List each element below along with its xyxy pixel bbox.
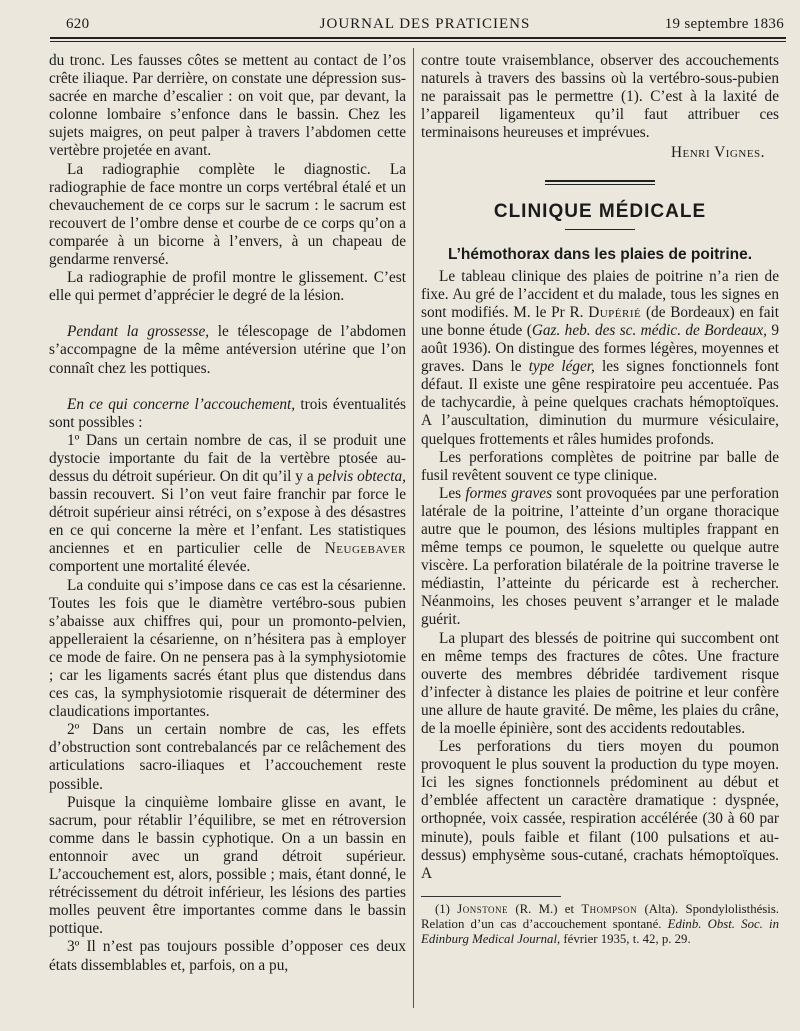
- article-title: L’hémothorax dans les plaies de poitrine.: [447, 245, 753, 263]
- author-signature: Henri Vignes.: [670, 144, 765, 162]
- text: (Alta). Spondylolisthésis. Relation d’un cas d’accouchement spontané.: [421, 901, 779, 931]
- paragraph: [49, 323, 406, 377]
- paragraph: Les perforations complètes de poitrine par balle de fusil revêtent souvent ce type clinique.: [421, 448, 779, 484]
- paragraph: La radiographie de profil montre le glissement. C’est elle qui permet d’apprécier le degré de la lésion.: [49, 269, 406, 305]
- text: les signes fonctionnels font défaut. Il existe une gêne respiratoire peu accentuée. Pas de tachycardie, à peine quelques crachats hémoptoïques. A l’auscultation, diminution du murmure vésiculaire, quelques frottements et râles humides profonds.: [421, 358, 779, 448]
- paragraph: 2º Dans un certain nombre de cas, les effets d’obstruction sont contrebalancés par ce relâchement des articulations sacro-iliaques et l’accouchement reste possible.: [49, 721, 406, 793]
- text: février 1935, t. 42, p. 29.: [560, 931, 691, 946]
- paragraph: contre toute vraisemblance, observer des accouchements naturels à travers des bassins où la vertébro-sous-pubien ne paraissait pas le permettre (1). C’est à la laxité de l’appareil ligamenteux qu’il faut attribuer ces terminaisons heureuses et imprévues.: [421, 52, 779, 142]
- italic-text: type léger,: [528, 358, 595, 376]
- italic-text: pelvis obtecta,: [317, 467, 406, 485]
- text: 9 août 1936). On distingue des formes légères, moyennes et graves. Dans le: [421, 321, 779, 376]
- section-title: CLINIQUE MÉDICALE: [493, 200, 707, 222]
- footnote-rule: [421, 896, 561, 897]
- italic-text: En ce qui concerne l’accouchement,: [67, 395, 296, 413]
- text: (de Bordeaux) en fait une bonne étude (: [421, 303, 779, 339]
- paragraph: 3º Il n’est pas toujours possible d’opposer ces deux états dissemblables et, parfois, on a pu,: [49, 938, 406, 974]
- author-name: Dupérié: [588, 303, 642, 321]
- page-header: [66, 14, 784, 36]
- text: bassin recouvert. Si l’on veut faire franchir par force le détroit supérieur ainsi rétréci, on s’expose à des désastres en ce qui concerne la mère et l’enfant. Les statistiques anciennes et en particulier celle de: [49, 486, 406, 558]
- paragraph: La conduite qui s’impose dans ce cas est la césarienne. Toutes les fois que le diamètre vertébro-sous pubien s’abaisse aux chiffres qui, pour un promonto-pelvien, appelleraient la césarienne, on n’hésitera pas à employer ce mode de faire. On ne pensera pas à la symphysiotomie ; car les ligaments sacrés étant plus que distendus dans ces cas, la symphysiotomie risquerait de déterminer des claudications importantes.: [49, 576, 406, 721]
- footnote: [421, 902, 779, 947]
- text: (R. M.) et: [508, 901, 582, 916]
- paragraph: du tronc. Les fausses côtes se mettent au contact de l’os crête iliaque. Par derrière, on constate une dépression sus-sacrée en marche d’escalier : on voit que, par devant, la colonne lombaire s’enfonce dans le bassin. Chez les sujets maigres, on peut palper à travers l’abdomen cette vertèbre projetée en avant.: [49, 52, 406, 160]
- text: comportent une mortalité élevée.: [49, 558, 251, 576]
- author-name: Thompson: [581, 901, 638, 916]
- paragraph: La plupart des blessés de poitrine qui succombent ont en même temps des fractures de côtes. Une fracture ouverte des membres débridée tardivement risque d’infecter à distance les plaies de poitrine et leur confère une allure de haute gravité. De même, les plaies du crâne, de la moelle épinière, sont des accidents redoutables.: [421, 629, 779, 737]
- text: sont provoquées par une perforation latérale de la poitrine, l’atteinte d’un organe thoracique autre que le poumon, des lésions multiples frappant en même temps ce poumon, le squelette ou quelque autre viscère. La perforation bilatérale de la poitrine traverse le médiastin, l’atteinte du péricarde est à rechercher. Néanmoins, les choses peuvent s’arranger et le malade guérit.: [421, 484, 779, 629]
- paragraph: Les perforations du tiers moyen du poumon provoquent le plus souvent la production du type moyen. Ici les signes fonctionnels prédominent au début et d’emblée affectent un caractère dramatique : dyspnée, orthopnée, voix cassée, respiration accélérée (30 à 60 par minute), pouls faible et filant (100 pulsations et au-dessus) emphysème sous-cutané, crachats hémoptoïques. A: [421, 738, 779, 882]
- text: 1º Dans un certain nombre de cas, il se produit une dystocie importante du fait de la vertèbre ptosée au-dessus du détroit supérieur. On dit qu’il y a: [49, 431, 406, 485]
- citation: Edinb. Obst. Soc. in Edinburg Medical Journal,: [421, 916, 779, 946]
- text: (1): [435, 901, 458, 916]
- citation: Gaz. heb. des sc. médic. de Bordeaux,: [531, 321, 767, 339]
- section-rule: [545, 180, 655, 185]
- author-name: Neugebaver: [324, 540, 406, 558]
- paragraph: [421, 485, 779, 630]
- author-name: Jonstone: [457, 901, 509, 916]
- italic-text: formes graves: [465, 484, 553, 502]
- page-number: 620: [66, 16, 90, 32]
- italic-text: Pendant la grossesse,: [67, 323, 210, 341]
- right-column: [421, 52, 779, 1020]
- title-rule: [565, 229, 635, 230]
- paragraph: [421, 268, 779, 449]
- paragraph: [49, 432, 406, 577]
- text: Le tableau clinique des plaies de poitrine n’a rien de fixe. Au gré de l’accident et du malade, tous les signes en sont modifiés. M. le Pr R.: [421, 267, 779, 321]
- column-divider: [413, 48, 414, 1008]
- issue-date: 19 septembre 1836: [664, 16, 784, 32]
- journal-title: JOURNAL DES PRATICIENS: [319, 16, 531, 32]
- text: trois éventualités sont possibles :: [49, 395, 406, 431]
- left-column: [49, 52, 406, 1020]
- paragraph: Puisque la cinquième lombaire glisse en avant, le sacrum, pour rétablir l’équilibre, se met en rétroversion comme dans le bassin cyphotique. On a un bassin en entonnoir avec un grand détroit supérieur. L’accouchement est, alors, possible ; mais, étant donné, le rétrécissement du détroit inférieur, les lésions des parties molles peuvent être importantes comme dans le bassin pottique.: [49, 793, 406, 938]
- text: Les: [439, 484, 466, 502]
- paragraph: [49, 396, 406, 432]
- header-rule: [50, 37, 786, 42]
- text: le télescopage de l’abdomen s’accompagne de la même antéversion utérine que l’on connaît chez les pottiques.: [49, 323, 406, 377]
- paragraph: La radiographie complète le diagnostic. La radiographie de face montre un corps vertébral étalé et un chevauchement de ce corps sur le sacrum : le sacrum est recouvert de l’ombre dense et courbe de ce corps qu’on a comparée à un bicorne à l’envers, à un chapeau de gendarme renversé.: [49, 160, 406, 269]
